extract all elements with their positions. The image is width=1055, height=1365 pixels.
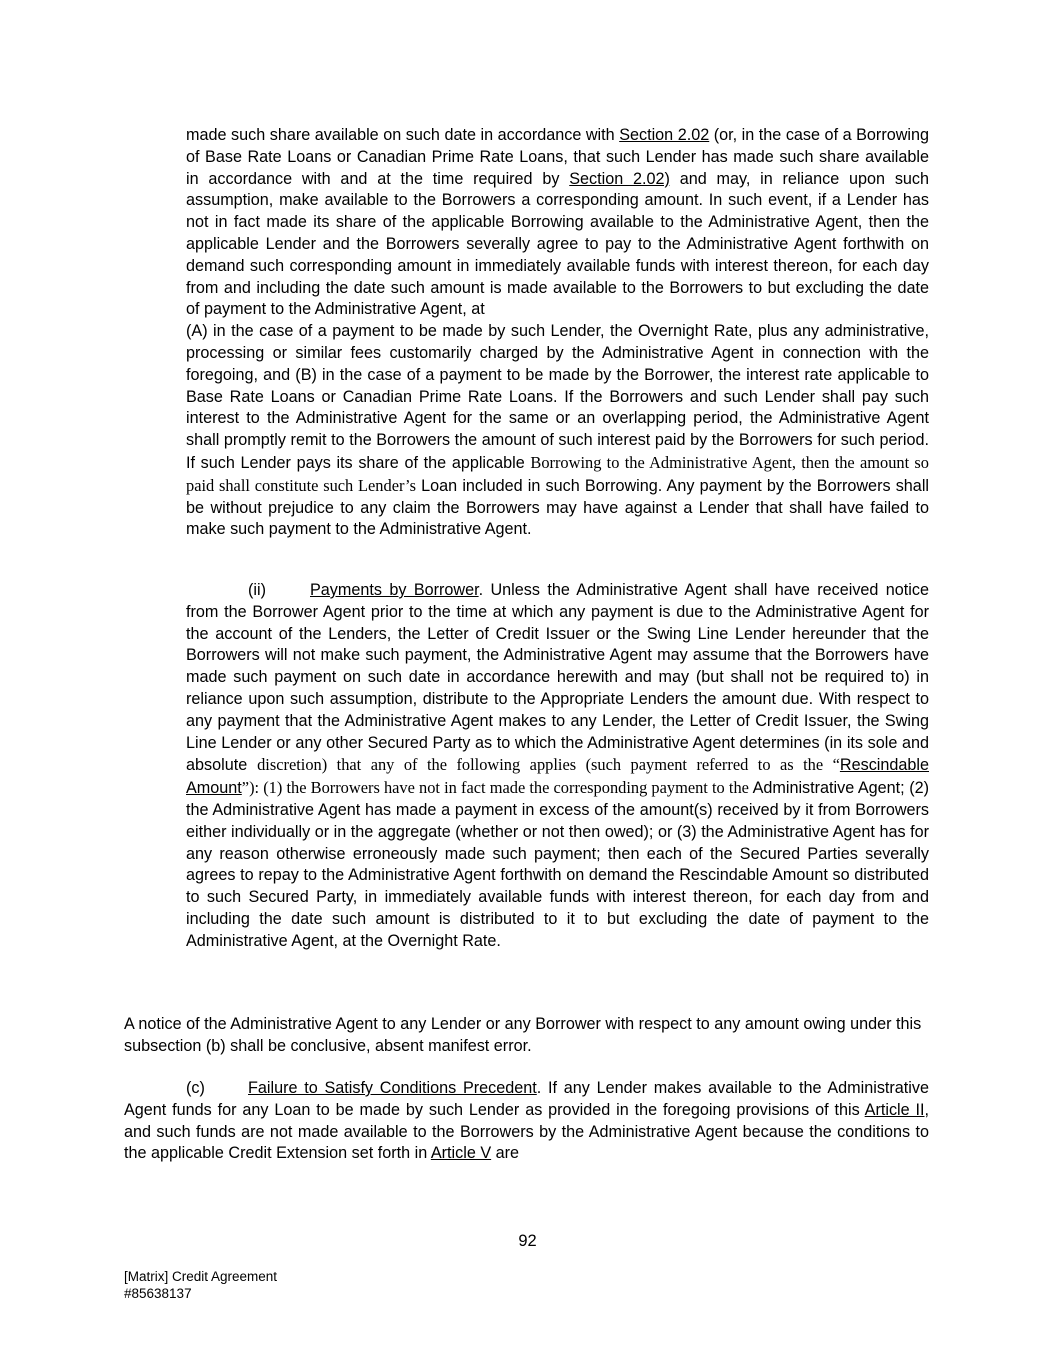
text-run: and may, in reliance upon such assumption, make available to the Borrowers a corresponding amount. In such event, if a Lender has not in fact made its share of the applicable Borrowing available to the Administrative Agent, then the applicable Lender and the Borrowers severally agree to pay to the Administrative Agent forthwith on demand such corresponding amount in immediately available funds with interest thereon, for each day from and including the date such amount is made available to the Borrowers to but excluding the date of payment to the Administrative Agent, at <box>186 169 930 319</box>
paragraph-failure-conditions <box>124 1078 929 1165</box>
clause-heading: Payments by Borrower <box>310 581 479 599</box>
text-run: discretion) that any of the following applies (such payment referred to as the “ <box>257 755 840 775</box>
defined-term: Rescindable Amount <box>186 756 929 798</box>
page-number: 92 <box>518 1232 537 1250</box>
text-run: A notice of the Administrative Agent to any Lender or any Borrower with respect to any amount owing under this subsection (b) shall be conclusive, absent manifest error. <box>124 1015 922 1055</box>
article-reference: Article V <box>430 1144 492 1163</box>
text-run: . Unless the Administrative Agent shall have received notice from the Borrower Agent prior to the time at which any payment is due to the Administrative Agent for the account of the Lenders, the Letter of Credit Issuer or the Swing Line Lender hereunder that the Borrowers will not make such payment, the Administrative Agent may assume that the Borrowers have made such payment on such date in accordance herewith and may (but shall not be required to) in reliance upon such assumption, distribute to the Appropriate Lenders the amount due. With respect to any payment that the Administrative Agent makes to any Lender, the Letter of Credit Issuer, the Swing Line Lender or any other Secured Party as to which the Administrative Agent determines (in its sole and absolute <box>186 581 929 775</box>
footer-document-title: [Matrix] Credit Agreement <box>124 1269 278 1284</box>
text-run: made such share available on such date in accordance with <box>186 126 620 144</box>
section-reference: Section 2.02) <box>569 169 670 188</box>
footer-document-id: #85638137 <box>124 1286 192 1301</box>
text-run: ”): (1) the Borrowers have not in fact made the corresponding payment to the <box>241 778 749 798</box>
text-run: , and such funds are not made available to the Borrowers by the Administrative Agent because the conditions to the applicable Credit Extension set forth in <box>124 1100 929 1163</box>
text-run: . If any Lender makes available to the Administrative Agent funds for any Loan to be made by such Lender as provided in the foregoing provisions of this <box>124 1079 929 1119</box>
paragraph-continuation <box>186 125 929 541</box>
text-run: are <box>491 1144 520 1163</box>
clause-number: (ii) <box>248 581 266 599</box>
text-run: Borrowing to the Administrative Agent, then the amount so paid shall constitute such Lender’s <box>186 452 929 495</box>
section-reference: Section 2.02 <box>619 126 710 144</box>
text-run: (A) in the case of a payment to be made by such Lender, the Overnight Rate, plus any administrative, processing or similar fees customarily charged by the Administrative Agent in connection with the foregoing, and (B) in the case of a payment to be made by the Borrower, the interest rate applicable to Base Rate Loans or Canadian Prime Rate Loans. If the Borrowers and such Lender shall pay such interest to the Administrative Agent for the same or an overlapping period, the Administrative Agent shall promptly remit to the Borrowers the amount of such interest paid by the Borrowers for such period. If such Lender pays its share of the applicable <box>186 322 929 472</box>
text-run: Loan included in such Borrowing. Any payment by the Borrowers shall be without prejudice to any claim the Borrowers may have against a Lender that shall have failed to make such payment to the Administrative Agent. <box>186 476 930 539</box>
clause-heading: Failure to Satisfy Conditions Precedent <box>248 1079 537 1097</box>
text-run: (or, in the case of a Borrowing of Base Rate Loans or Canadian Prime Rate Loans, that such Lender has made such share available in accordance with and at the time required by <box>186 126 930 188</box>
paragraph-payments-by-borrower <box>186 580 929 953</box>
paragraph-notice <box>124 1014 929 1058</box>
article-reference: Article II <box>864 1100 925 1119</box>
footer <box>124 1268 277 1302</box>
text-run: Administrative Agent; (2) the Administrative Agent has made a payment in excess of the amount(s) received by it from Borrowers either individually or in the aggregate (whether or not then owed); or (3) the Administrative Agent has for any reason otherwise erroneously made such payment; then each of the Secured Parties severally agrees to repay to the Administrative Agent forthwith on demand the Rescindable Amount so distributed to such Secured Party, in immediately available funds with interest thereon, for each day from and including the date such amount is distributed to it to but excluding the date of payment to the Administrative Agent, at the Overnight Rate. <box>186 779 930 950</box>
clause-number: (c) <box>186 1079 205 1097</box>
